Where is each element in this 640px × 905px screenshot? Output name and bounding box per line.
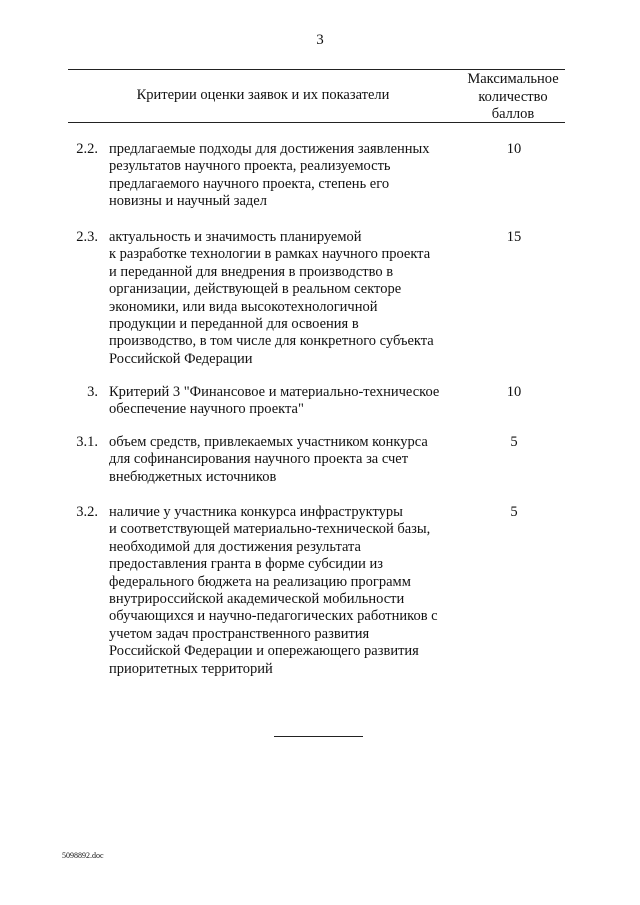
row-criteria-text: объем средств, привлекаемых участником конкурса для софинансирования научного проекта за счет внебюджетных источников [109,434,428,485]
row-criteria-text: Критерий 3 "Финансовое и материально-техническое обеспечение научного проекта" [109,384,440,418]
row-criteria-text: наличие у участника конкурса инфраструктуры и соответствующей материально-технической базы, необходимой для достижения результата предоставления гранта в форме субсидии из федерального бюджета на реализацию программ внутрироссийской академической мобильности обучающихся и научно-педагогических работников с учетом задач пространственного развития Российской Федерации и опережающего развития приоритетных территорий [109,504,438,677]
end-of-document-rule [274,736,363,737]
row-number: 2.2. [76,141,98,157]
row-number: 3.1. [76,434,98,450]
row-score: 5 [510,434,518,450]
max-score-column-header: Максимальное количество баллов [467,71,559,122]
table-top-rule [68,69,565,70]
row-criteria-text: актуальность и значимость планируемой к разработке технологии в рамках научного проекта и переданной для внедрения в производство в организации, действующей в реальном секторе экономики, или вида высокотехнологичной продукции и переданной для освоения в производство, в том числе для конкретного субъекта Российской Федерации [109,229,434,367]
row-score: 15 [506,229,522,245]
table-header-rule [68,122,565,123]
row-score: 10 [506,384,522,400]
document-file-code: 5098892.doc [62,851,104,860]
criteria-column-header: Критерии оценки заявок и их показатели [136,87,390,103]
row-number: 3.2. [76,504,98,520]
row-criteria-text: предлагаемые подходы для достижения заявленных результатов научного проекта, реализуемость предлагаемого научного проекта, степень его новизны и научный задел [109,141,430,210]
page-number: 3 [316,32,324,48]
row-number: 3. [87,384,98,400]
row-number: 2.3. [76,229,98,245]
row-score: 10 [506,141,522,157]
row-score: 5 [510,504,518,520]
